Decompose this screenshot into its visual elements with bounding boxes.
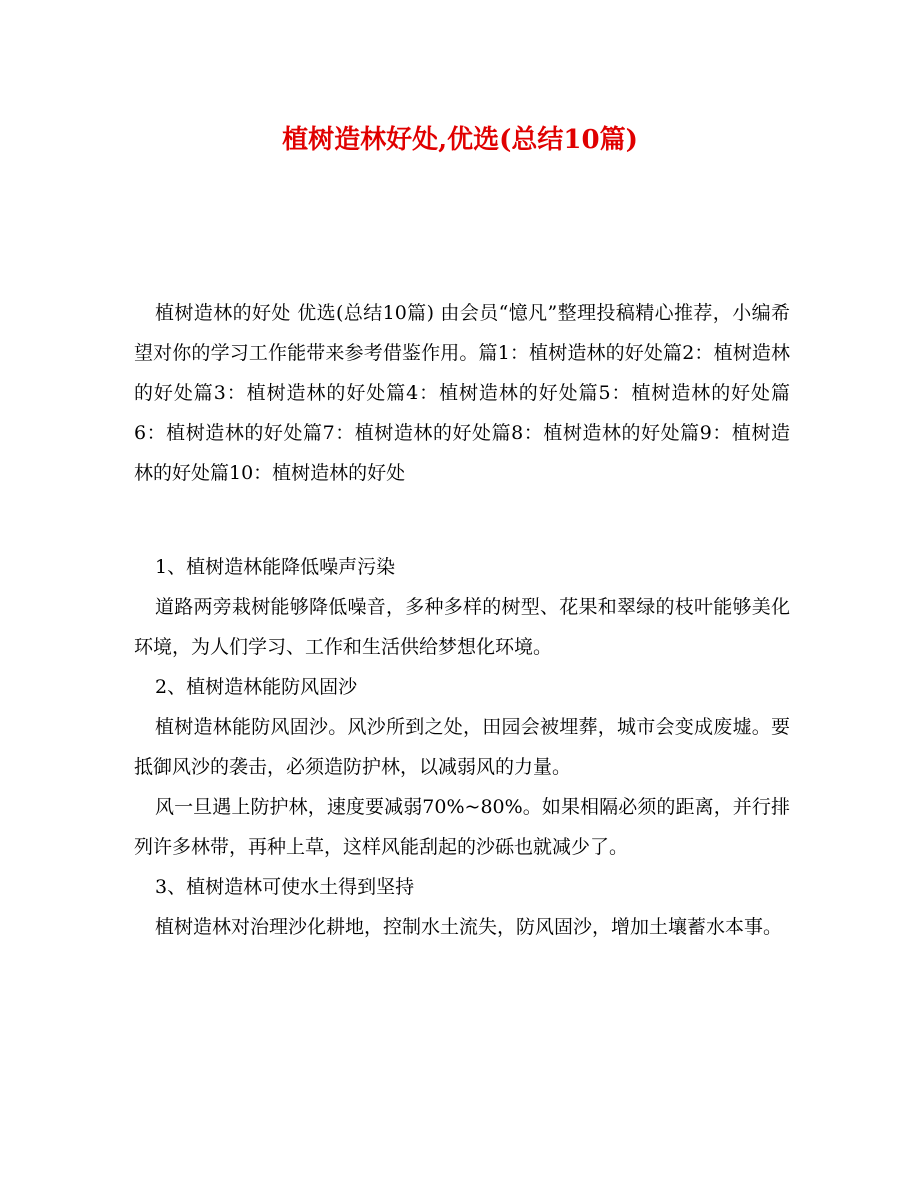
- document-body: [134, 293, 790, 947]
- section-heading-3: 3、植树造林可使水土得到坚持: [155, 876, 415, 898]
- page-title: 植树造林好处,优选(总结10篇): [282, 125, 638, 155]
- intro-paragraph: 植树造林的好处 优选(总结10篇) 由会员“憶凡”整理投稿精心推荐，小编希望对你的学习工作能带来参考借鉴作用。篇1：植树造林的好处篇2：植树造林的好处篇3：植树造林的好处篇4：植树造林的好处篇5：植树造林的好处篇6：植树造林的好处篇7：植树造林的好处篇8：植树造林的好处篇9：植树造林的好处篇10：植树造林的好处: [134, 302, 790, 484]
- section-2-paragraph-2: 风一旦遇上防护林，速度要减弱70%~80%。如果相隔必须的距离，并行排列许多林带，再种上草，这样风能刮起的沙砾也就减少了。: [134, 796, 790, 858]
- section-3-paragraph-1: 植树造林对治理沙化耕地，控制水土流失，防风固沙，增加土壤蓄水本事。: [155, 916, 783, 938]
- section-heading-2: 2、植树造林能防风固沙: [155, 676, 358, 698]
- section-1-paragraph-1: 道路两旁栽树能够降低噪音，多种多样的树型、花果和翠绿的枝叶能够美化环境，为人们学习、工作和生活供给梦想化环境。: [134, 596, 790, 658]
- section-2-paragraph-1: 植树造林能防风固沙。风沙所到之处，田园会被埋葬，城市会变成废墟。要抵御风沙的袭击，必须造防护林，以减弱风的力量。: [134, 716, 790, 778]
- section-heading-1: 1、植树造林能降低噪声污染: [155, 556, 396, 578]
